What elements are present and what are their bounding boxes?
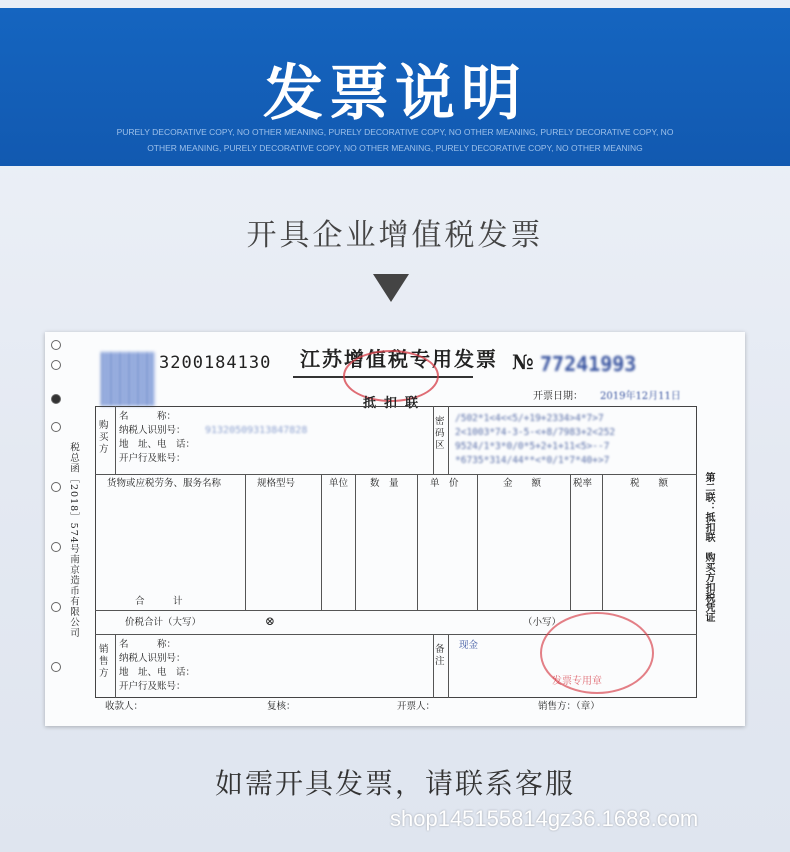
col-price: 单 价 <box>430 478 459 489</box>
remark-value: 现金 <box>459 640 479 651</box>
contact-note: 如需开具发票，请联系客服 <box>214 767 575 800</box>
side-left-text: 税总函［2018］574号南京造币有限公司 <box>68 442 79 639</box>
invoice-code: 3200184130 <box>159 353 272 373</box>
seller-label: 销售方 <box>99 644 109 679</box>
total-label: 合 计 <box>135 596 183 607</box>
payee-label: 收款人： <box>105 701 144 712</box>
buyer-name-label: 名 称： <box>119 411 177 422</box>
buyer-label: 购买方 <box>99 420 109 455</box>
buyer-taxid: 91320509313847828 <box>205 425 308 436</box>
perforation-holes <box>49 332 63 726</box>
seller-sign-label: 销售方：（章） <box>538 701 600 712</box>
col-goods: 货物或应税劳务、服务名称 <box>107 478 222 489</box>
seller-name-label: 名 称： <box>119 639 177 650</box>
small-total-label: （小写） <box>523 617 562 628</box>
drawer-label: 开票人： <box>397 701 436 712</box>
invoice-title: 江苏增值税专用发票 <box>300 347 498 371</box>
password-area-label: 密码区 <box>435 416 445 451</box>
invoice-image <box>45 332 745 726</box>
password-line: 9524/1*3*0/0*5+2+1+11<5>--7 <box>455 441 610 452</box>
side-right-text: 第二联：抵扣联 购买方扣税凭证 <box>703 472 714 622</box>
buyer-address-label: 地 址、电 话： <box>119 439 196 450</box>
invoice-subtitle: 抵扣联 <box>363 396 427 411</box>
password-line: *6735*314/44**<*0/1*7*40+>7 <box>455 455 610 466</box>
seal-text: 发票专用章 <box>552 676 602 687</box>
invoice-date-label: 开票日期： <box>533 391 583 402</box>
cross-circle-icon: ⊗ <box>265 614 276 628</box>
invoice-number-label: № <box>512 350 534 374</box>
banner-subtitle: PURELY DECORATIVE COPY, NO OTHER MEANING, PURELY DECORATIVE COPY, NO OTHER MEANING, PURELY DECORATIVE COPY, NO OTHER MEANING, PURELY DECORATIVE COPY, NO OTHER MEANING, PURELY DECORATIVE COPY, NO OTHER MEANING <box>116 127 674 153</box>
invoice-number: 77241993 <box>540 352 637 376</box>
buyer-taxid-label: 纳税人识别号： <box>119 425 186 436</box>
col-rate: 税率 <box>573 478 593 489</box>
buyer-bank-label: 开户行及账号： <box>119 453 186 464</box>
seller-taxid-label: 纳税人识别号： <box>119 653 186 664</box>
seller-address-label: 地 址、电 话： <box>119 667 196 678</box>
password-line: /502*1<4<<5/+19+2334>4*7>7 <box>455 413 604 424</box>
header-banner <box>0 0 790 166</box>
banner-title: 发票说明 <box>263 59 527 129</box>
grand-total-label: 价税合计（大写） <box>125 617 202 628</box>
seller-bank-label: 开户行及账号： <box>119 681 186 692</box>
shop-watermark: shop145155814gz36.1688.com <box>390 806 699 831</box>
qr-code <box>101 352 155 406</box>
col-tax: 税 额 <box>630 478 669 489</box>
reviewer-label: 复核： <box>267 701 296 712</box>
col-qty: 数 量 <box>370 478 399 489</box>
col-unit: 单位 <box>329 478 349 489</box>
col-spec: 规格型号 <box>257 478 296 489</box>
section-heading: 开具企业增值税发票 <box>246 218 544 253</box>
invoice-date: 2019年12月11日 <box>600 391 681 402</box>
col-amount: 金 额 <box>503 478 542 489</box>
password-line: 2<1003*74-3-5-<+8/7983+2<252 <box>455 427 616 438</box>
down-triangle-icon <box>373 274 409 302</box>
remark-label: 备注 <box>435 644 445 667</box>
